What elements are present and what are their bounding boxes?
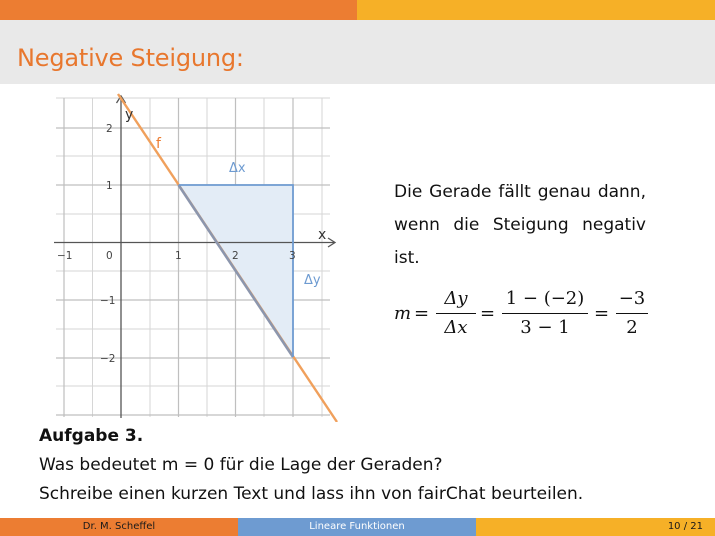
y-tick-label: 1 [106,180,113,192]
fraction-bar [436,313,476,314]
y-axis-label: y [125,107,134,123]
fraction-result [616,286,648,341]
fraction-bar [502,313,588,314]
fraction-bar [616,313,648,314]
slope-formula [392,286,654,342]
x-tick-label: 2 [232,250,239,262]
x-tick-label: 3 [289,250,296,262]
title-bar [0,20,715,84]
slope-statement: Die Gerade fällt genau dann, wenn die Steigung negativ ist. [394,182,646,268]
x-tick-label: 0 [106,250,113,262]
fraction-values [502,286,588,341]
function-label-f: f [156,136,161,152]
formula-equals: = [414,303,430,324]
footer-page-number: 10 / 21 [667,521,703,532]
x-tick-label: −1 [57,250,73,262]
top-color-bar [0,0,715,20]
fraction-delta [436,286,476,341]
fraction-numerator: Δy [444,288,468,309]
y-tick-label: −1 [100,295,116,307]
top-bar-orange [0,0,357,20]
y-tick-label: −2 [100,353,116,365]
y-tick-label: 2 [106,123,113,135]
formula-equals: = [594,303,610,324]
formula-equals: = [480,303,496,324]
footer-topic: Lineare Funktionen [238,518,476,536]
coordinate-graph [48,92,348,422]
footer-page-box [476,518,715,536]
footer-author: Dr. M. Scheffel [0,518,238,536]
formula-m: m [394,303,412,324]
footer-bar [0,518,715,536]
delta-x-label: Δx [229,161,246,176]
slide-title: Negative Steigung: [17,44,244,72]
fraction-denominator: Δx [444,317,468,338]
task-heading: Aufgabe 3. [39,426,144,446]
fraction-denominator: 3 − 1 [520,317,570,338]
delta-y-label: Δy [304,273,321,288]
top-bar-yellow [357,0,715,20]
task-question: Was bedeutet m = 0 für die Lage der Geraden? [39,455,443,475]
task-block [39,422,583,509]
fraction-numerator: 1 − (−2) [505,288,585,309]
x-tick-label: 1 [175,250,182,262]
x-axis-label: x [318,227,327,243]
fraction-denominator: 2 [626,317,638,338]
task-instruction: Schreibe einen kurzen Text und lass ihn von fairChat beurteilen. [39,484,584,504]
fraction-numerator: −3 [618,288,646,309]
